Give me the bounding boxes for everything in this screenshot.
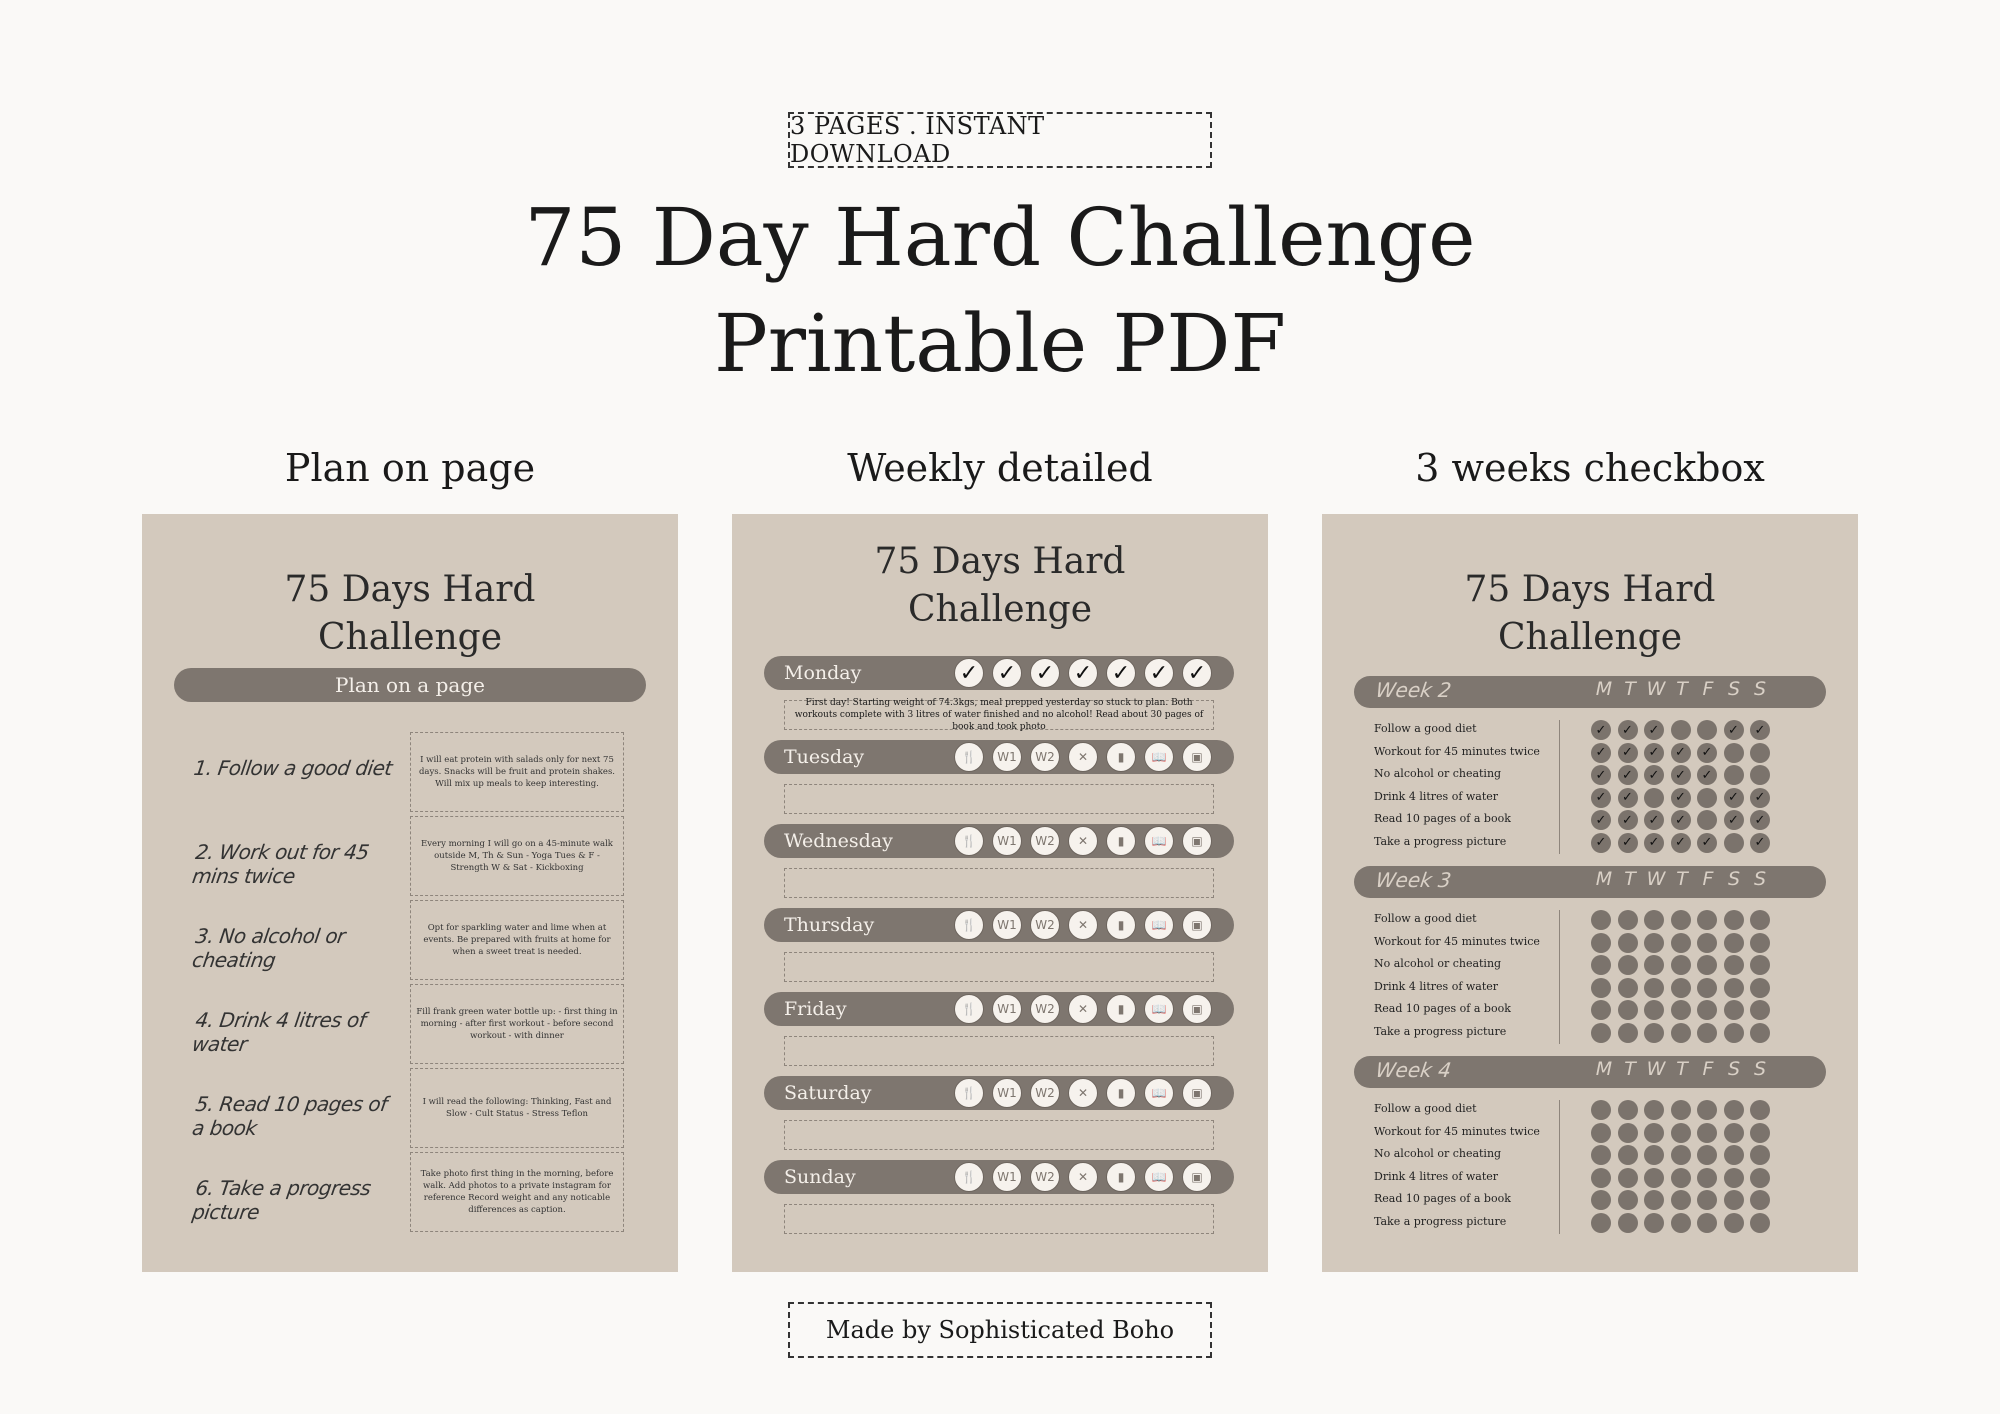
- column-title-plan: Plan on page: [284, 446, 536, 490]
- check-dot: ✓: [1591, 833, 1611, 853]
- check-dot: ✓: [1697, 833, 1717, 853]
- check-dot: [1750, 910, 1770, 930]
- day-icons: [954, 994, 1212, 1024]
- check-dot: [1644, 910, 1664, 930]
- check-dot: [1618, 1168, 1638, 1188]
- check-dot: [1591, 1213, 1611, 1233]
- day-letter: M: [1595, 1058, 1613, 1080]
- check-dot: [1644, 955, 1664, 975]
- habit-list: [1374, 718, 1574, 853]
- task-icon: 🍴: [954, 1162, 984, 1192]
- check-dot: [1644, 788, 1664, 808]
- check-dot: [1724, 1023, 1744, 1043]
- check-dot: [1644, 1168, 1664, 1188]
- day-letter: M: [1595, 868, 1613, 890]
- headline-line-1: 75 Day Hard Challenge: [524, 191, 1476, 284]
- day-icons: [954, 658, 1212, 688]
- goal-label: 4. Drink 4 litres of water: [190, 1008, 368, 1056]
- task-icon: W1: [992, 742, 1022, 772]
- check-dot: [1591, 1100, 1611, 1120]
- check-dot: [1750, 743, 1770, 763]
- task-icon: ✕: [1068, 742, 1098, 772]
- task-icon: ✓: [1068, 658, 1098, 688]
- day-letter: S: [1753, 1058, 1767, 1080]
- task-icon: 📖: [1144, 1078, 1174, 1108]
- check-dot: ✓: [1671, 743, 1691, 763]
- task-icon: ✓: [1106, 658, 1136, 688]
- weekly-page-title-2: Challenge: [907, 589, 1093, 630]
- check-dot: ✓: [1618, 833, 1638, 853]
- habit-label: Workout for 45 minutes twice: [1374, 744, 1540, 758]
- task-icon: ✕: [1068, 994, 1098, 1024]
- check-dot: [1591, 1023, 1611, 1043]
- plan-page-preview: [142, 514, 678, 1272]
- task-icon: W2: [1030, 1078, 1060, 1108]
- check-dot: [1724, 933, 1744, 953]
- check-dot: [1697, 810, 1717, 830]
- check-dot: [1724, 743, 1744, 763]
- task-icon: W2: [1030, 994, 1060, 1024]
- check-dot: ✓: [1671, 833, 1691, 853]
- check-dot: ✓: [1618, 788, 1638, 808]
- check-dot: [1671, 1000, 1691, 1020]
- task-icon: 🍴: [954, 742, 984, 772]
- day-letter: T: [1624, 868, 1636, 890]
- check-dot: [1591, 933, 1611, 953]
- check-dot: [1591, 1190, 1611, 1210]
- habit-label: Take a progress picture: [1374, 834, 1507, 848]
- task-icon: 🍴: [954, 826, 984, 856]
- check-dot: [1697, 910, 1717, 930]
- goal-note: Take photo first thing in the morning, before walk. Add photos to a private instagram for reference Record weight and any noticable differences as caption.: [410, 1152, 624, 1232]
- task-icon: W1: [992, 994, 1022, 1024]
- check-dot: [1618, 1023, 1638, 1043]
- check-dot: [1697, 1145, 1717, 1165]
- check-dot: [1724, 833, 1744, 853]
- plan-page-title-1: 75 Days Hard: [284, 569, 536, 610]
- check-dot: [1724, 955, 1744, 975]
- footer-credit: Made by Sophisticated Boho: [788, 1302, 1212, 1358]
- check-grid: [1591, 910, 1770, 1043]
- task-icon: 🍴: [954, 1078, 984, 1108]
- checkbox-page-title-2: Challenge: [1497, 617, 1683, 658]
- check-dot: ✓: [1724, 720, 1744, 740]
- day-note: [784, 784, 1214, 814]
- goal-note: Opt for sparkling water and lime when at events. Be prepared with fruits at home for when a sweet treat is needed.: [410, 900, 624, 980]
- check-dot: [1697, 1100, 1717, 1120]
- day-bar: [764, 908, 1234, 942]
- day-letters: [1594, 678, 1770, 700]
- check-dot: [1671, 978, 1691, 998]
- day-icons: [954, 742, 1212, 772]
- goal-note: Fill frank green water bottle up: - first thing in morning - after first workout - before second workout - with dinner: [410, 984, 624, 1064]
- divider: [1559, 720, 1560, 854]
- check-dot: [1697, 1023, 1717, 1043]
- check-dot: ✓: [1750, 810, 1770, 830]
- check-grid: [1591, 1100, 1770, 1233]
- check-dot: ✓: [1671, 765, 1691, 785]
- habit-label: No alcohol or cheating: [1374, 957, 1502, 970]
- check-dot: [1644, 1023, 1664, 1043]
- task-icon: ✓: [1182, 658, 1212, 688]
- day-bar: [764, 740, 1234, 774]
- day-letters: [1594, 868, 1770, 890]
- goal-label: 1. Follow a good diet: [192, 756, 394, 780]
- check-dot: [1618, 1100, 1638, 1120]
- check-dot: ✓: [1644, 810, 1664, 830]
- check-dot: ✓: [1591, 765, 1611, 785]
- task-icon: ▣: [1182, 910, 1212, 940]
- headline-line-2: Printable PDF: [713, 297, 1287, 390]
- day-letter: W: [1646, 1058, 1666, 1080]
- task-icon: W1: [992, 910, 1022, 940]
- check-dot: [1591, 1168, 1611, 1188]
- check-dot: [1724, 1190, 1744, 1210]
- day-letter: W: [1646, 868, 1666, 890]
- check-dot: [1591, 1000, 1611, 1020]
- habit-label: Workout for 45 minutes twice: [1374, 1124, 1540, 1138]
- day-letter: F: [1702, 868, 1714, 890]
- check-dot: [1697, 788, 1717, 808]
- day-letter: W: [1646, 678, 1666, 700]
- habit-list: [1374, 908, 1574, 1043]
- day-icons: [954, 1162, 1212, 1192]
- check-dot: [1644, 1000, 1664, 1020]
- check-dot: [1724, 1000, 1744, 1020]
- check-dot: [1724, 1100, 1744, 1120]
- goal-note: I will eat protein with salads only for next 75 days. Snacks will be fruit and protein shakes. Will mix up meals to keep interesting.: [410, 732, 624, 812]
- check-dot: ✓: [1750, 833, 1770, 853]
- check-dot: ✓: [1618, 765, 1638, 785]
- day-letter: S: [1753, 678, 1767, 700]
- task-icon: ✕: [1068, 1162, 1098, 1192]
- check-dot: [1618, 1123, 1638, 1143]
- goal-label: 6. Take a progress picture: [190, 1176, 373, 1224]
- task-icon: ✓: [1144, 658, 1174, 688]
- day-name: Tuesday: [784, 746, 865, 768]
- day-bar: [764, 1160, 1234, 1194]
- task-icon: W1: [992, 1162, 1022, 1192]
- day-note: [784, 868, 1214, 898]
- day-letter: M: [1595, 678, 1613, 700]
- day-bar: [764, 1076, 1234, 1110]
- goal-note: Every morning I will go on a 45-minute walk outside M, Th & Sun - Yoga Tues & F - Strength W & Sat - Kickboxing: [410, 816, 624, 896]
- checkbox-page-preview: [1322, 514, 1858, 1272]
- check-dot: [1644, 978, 1664, 998]
- check-dot: [1750, 1100, 1770, 1120]
- check-dot: ✓: [1750, 788, 1770, 808]
- check-dot: [1591, 955, 1611, 975]
- check-dot: [1724, 1145, 1744, 1165]
- habit-label: Follow a good diet: [1374, 722, 1477, 735]
- check-dot: [1591, 1145, 1611, 1165]
- check-dot: ✓: [1697, 765, 1717, 785]
- check-dot: [1618, 1213, 1638, 1233]
- week-bar: [1354, 866, 1826, 898]
- check-dot: [1724, 910, 1744, 930]
- check-dot: [1697, 955, 1717, 975]
- check-dot: ✓: [1697, 743, 1717, 763]
- habit-label: Workout for 45 minutes twice: [1374, 934, 1540, 948]
- week-bar: [1354, 1056, 1826, 1088]
- habit-label: Drink 4 litres of water: [1374, 979, 1499, 993]
- check-dot: [1697, 720, 1717, 740]
- plan-page-title-2: Challenge: [317, 617, 503, 658]
- habit-label: Drink 4 litres of water: [1374, 789, 1499, 803]
- day-note: First day! Starting weight of 74.3kgs, meal prepped yesterday so stuck to plan. Both workouts complete with 3 litres of water finished and no alcohol! Read about 30 pages of book and took photo: [784, 700, 1214, 730]
- task-icon: W1: [992, 1078, 1022, 1108]
- check-dot: [1591, 978, 1611, 998]
- check-dot: [1697, 978, 1717, 998]
- check-dot: [1750, 1190, 1770, 1210]
- check-dot: [1618, 1000, 1638, 1020]
- day-icons: [954, 1078, 1212, 1108]
- check-dot: [1750, 1145, 1770, 1165]
- habit-label: Take a progress picture: [1374, 1024, 1507, 1038]
- day-bar: [764, 656, 1234, 690]
- day-bar: [764, 824, 1234, 858]
- task-icon: ✓: [954, 658, 984, 688]
- task-icon: ✕: [1068, 910, 1098, 940]
- check-dot: ✓: [1671, 788, 1691, 808]
- check-dot: ✓: [1591, 743, 1611, 763]
- weekly-page-title-1: 75 Days Hard: [874, 541, 1126, 582]
- week-label: Week 2: [1374, 678, 1453, 702]
- day-name: Wednesday: [784, 830, 893, 852]
- column-title-weekly: Weekly detailed: [847, 446, 1153, 490]
- task-icon: ▣: [1182, 994, 1212, 1024]
- day-name: Friday: [784, 998, 847, 1020]
- check-dot: ✓: [1618, 743, 1638, 763]
- task-icon: ▮: [1106, 994, 1136, 1024]
- check-dot: [1750, 955, 1770, 975]
- task-icon: 📖: [1144, 742, 1174, 772]
- check-dot: ✓: [1644, 743, 1664, 763]
- check-dot: [1750, 1213, 1770, 1233]
- day-icons: [954, 910, 1212, 940]
- check-dot: [1697, 1168, 1717, 1188]
- check-dot: [1618, 978, 1638, 998]
- habit-label: Take a progress picture: [1374, 1214, 1507, 1228]
- week-label: Week 4: [1374, 1058, 1453, 1082]
- check-dot: [1671, 1023, 1691, 1043]
- goal-label: 3. No alcohol or cheating: [190, 924, 347, 972]
- checkbox-page-title-1: 75 Days Hard: [1464, 569, 1716, 610]
- habit-list: [1374, 1098, 1574, 1233]
- habit-label: Read 10 pages of a book: [1374, 1002, 1511, 1015]
- check-dot: [1671, 720, 1691, 740]
- task-icon: ▮: [1106, 826, 1136, 856]
- day-name: Sunday: [784, 1166, 856, 1188]
- day-letters: [1594, 1058, 1770, 1080]
- check-dot: [1591, 1123, 1611, 1143]
- check-dot: [1750, 933, 1770, 953]
- check-dot: [1724, 765, 1744, 785]
- check-dot: [1750, 978, 1770, 998]
- goal-label: 5. Read 10 pages of a book: [190, 1092, 389, 1140]
- day-letter: S: [1727, 868, 1741, 890]
- week-label: Week 3: [1374, 868, 1453, 892]
- check-dot: ✓: [1671, 810, 1691, 830]
- task-icon: ▮: [1106, 742, 1136, 772]
- habit-label: Follow a good diet: [1374, 912, 1477, 925]
- day-letter: S: [1727, 1058, 1741, 1080]
- check-dot: [1618, 910, 1638, 930]
- day-note: [784, 1120, 1214, 1150]
- task-icon: ✓: [1030, 658, 1060, 688]
- day-bar: [764, 992, 1234, 1026]
- day-name: Saturday: [784, 1082, 872, 1104]
- plan-banner: Plan on a page: [174, 668, 646, 702]
- check-dot: [1697, 1213, 1717, 1233]
- day-letter: S: [1753, 868, 1767, 890]
- check-dot: ✓: [1644, 765, 1664, 785]
- check-dot: ✓: [1591, 788, 1611, 808]
- day-name: Thursday: [784, 914, 875, 936]
- check-dot: [1671, 910, 1691, 930]
- check-dot: ✓: [1644, 833, 1664, 853]
- check-dot: [1618, 955, 1638, 975]
- task-icon: 📖: [1144, 826, 1174, 856]
- check-dot: [1697, 1190, 1717, 1210]
- task-icon: W1: [992, 826, 1022, 856]
- check-dot: [1697, 1123, 1717, 1143]
- day-letter: T: [1676, 868, 1688, 890]
- task-icon: ▣: [1182, 742, 1212, 772]
- check-dot: [1618, 933, 1638, 953]
- check-dot: ✓: [1724, 788, 1744, 808]
- check-dot: [1750, 1000, 1770, 1020]
- task-icon: 📖: [1144, 1162, 1174, 1192]
- check-dot: ✓: [1591, 810, 1611, 830]
- day-note: [784, 1204, 1214, 1234]
- day-icons: [954, 826, 1212, 856]
- task-icon: ✕: [1068, 826, 1098, 856]
- check-dot: [1671, 1213, 1691, 1233]
- check-dot: ✓: [1644, 720, 1664, 740]
- check-dot: [1671, 1100, 1691, 1120]
- check-dot: ✓: [1591, 720, 1611, 740]
- task-icon: ▣: [1182, 1162, 1212, 1192]
- day-letter: F: [1702, 1058, 1714, 1080]
- task-icon: ✓: [992, 658, 1022, 688]
- check-dot: [1724, 1168, 1744, 1188]
- task-icon: ▣: [1182, 826, 1212, 856]
- day-letter: F: [1702, 678, 1714, 700]
- task-icon: 📖: [1144, 910, 1174, 940]
- habit-label: Drink 4 litres of water: [1374, 1169, 1499, 1183]
- check-dot: [1697, 933, 1717, 953]
- check-dot: ✓: [1618, 720, 1638, 740]
- check-dot: [1724, 1213, 1744, 1233]
- task-icon: 🍴: [954, 910, 984, 940]
- day-note: [784, 1036, 1214, 1066]
- day-letter: T: [1624, 678, 1636, 700]
- habit-label: No alcohol or cheating: [1374, 767, 1502, 780]
- goal-note: I will read the following: Thinking, Fast and Slow - Cult Status - Stress Teflon: [410, 1068, 624, 1148]
- goal-label: 2. Work out for 45 mins twice: [190, 840, 371, 888]
- check-dot: [1591, 910, 1611, 930]
- habit-label: Read 10 pages of a book: [1374, 812, 1511, 825]
- task-icon: ✕: [1068, 1078, 1098, 1108]
- check-dot: ✓: [1750, 720, 1770, 740]
- task-icon: ▣: [1182, 1078, 1212, 1108]
- day-name: Monday: [784, 662, 862, 684]
- check-dot: [1618, 1145, 1638, 1165]
- task-icon: 🍴: [954, 994, 984, 1024]
- check-dot: [1671, 1190, 1691, 1210]
- divider: [1559, 910, 1560, 1044]
- check-dot: [1750, 1168, 1770, 1188]
- check-dot: [1644, 1145, 1664, 1165]
- check-dot: [1671, 1123, 1691, 1143]
- week-bar: [1354, 676, 1826, 708]
- check-dot: [1644, 933, 1664, 953]
- day-letter: T: [1676, 1058, 1688, 1080]
- column-title-checkbox: 3 weeks checkbox: [1415, 446, 1765, 490]
- check-dot: ✓: [1724, 810, 1744, 830]
- task-icon: W2: [1030, 742, 1060, 772]
- habit-label: No alcohol or cheating: [1374, 1147, 1502, 1160]
- divider: [1559, 1100, 1560, 1234]
- task-icon: W2: [1030, 1162, 1060, 1192]
- check-dot: [1671, 933, 1691, 953]
- check-dot: [1644, 1213, 1664, 1233]
- check-grid: [1591, 720, 1770, 853]
- task-icon: ▮: [1106, 1078, 1136, 1108]
- check-dot: [1724, 1123, 1744, 1143]
- check-dot: [1671, 1168, 1691, 1188]
- habit-label: Follow a good diet: [1374, 1102, 1477, 1115]
- check-dot: [1644, 1123, 1664, 1143]
- check-dot: [1618, 1190, 1638, 1210]
- check-dot: ✓: [1618, 810, 1638, 830]
- task-icon: ▮: [1106, 910, 1136, 940]
- day-letter: S: [1727, 678, 1741, 700]
- day-note: [784, 952, 1214, 982]
- check-dot: [1724, 978, 1744, 998]
- habit-label: Read 10 pages of a book: [1374, 1192, 1511, 1205]
- task-icon: W2: [1030, 826, 1060, 856]
- check-dot: [1671, 1145, 1691, 1165]
- weekly-page-preview: [732, 514, 1268, 1272]
- day-letter: T: [1676, 678, 1688, 700]
- check-dot: [1644, 1100, 1664, 1120]
- task-icon: W2: [1030, 910, 1060, 940]
- check-dot: [1697, 1000, 1717, 1020]
- check-dot: [1750, 1123, 1770, 1143]
- task-icon: 📖: [1144, 994, 1174, 1024]
- check-dot: [1750, 1023, 1770, 1043]
- task-icon: ▮: [1106, 1162, 1136, 1192]
- check-dot: [1750, 765, 1770, 785]
- check-dot: [1671, 955, 1691, 975]
- check-dot: [1644, 1190, 1664, 1210]
- day-letter: T: [1624, 1058, 1636, 1080]
- product-badge: 3 PAGES . INSTANT DOWNLOAD: [788, 112, 1212, 168]
